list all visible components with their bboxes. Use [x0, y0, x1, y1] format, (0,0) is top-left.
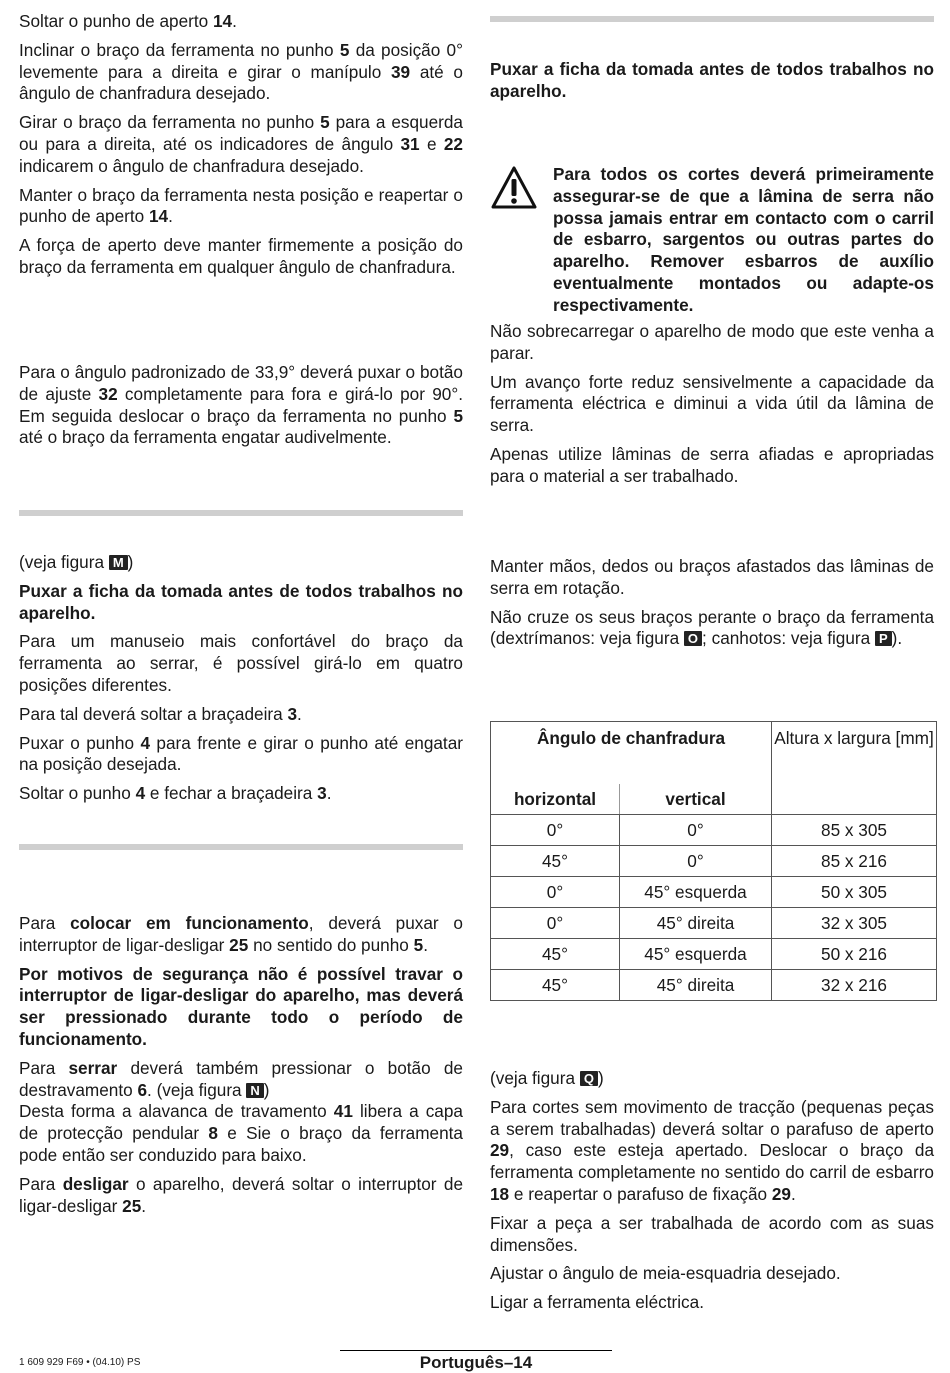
section-divider	[19, 510, 463, 516]
block-small-workpieces	[490, 1068, 934, 1314]
block-operation	[19, 913, 463, 1217]
figure-label-o: O	[684, 631, 702, 646]
table-cell: 45°	[491, 939, 620, 970]
table-row	[491, 846, 937, 877]
block-safety-plug	[490, 59, 934, 103]
figure-reference: (veja figura Q )	[490, 1068, 604, 1088]
table-cell: 45° direita	[620, 970, 772, 1001]
figure-label-n: N	[246, 1083, 263, 1098]
table-header-angle: Ângulo de chanfradura	[491, 722, 772, 785]
table-cell: 50 x 216	[772, 939, 937, 970]
figure-label-p: P	[875, 631, 892, 646]
paragraph: Inclinar o braço da ferramenta no punho 5 da posição 0° levemente para a direita e girar o manípulo 39 até o ângulo de chanfradura desejado.	[19, 39, 463, 104]
paragraph: Para tal deverá soltar a braçadeira 3.	[19, 703, 302, 724]
paragraph: Para um manuseio mais confortável do braço da ferramenta ao serrar, é possível girá-lo em quatro posições diferentes.	[19, 631, 463, 695]
table-cell: 45° direita	[620, 908, 772, 939]
safety-note: Puxar a ficha da tomada antes de todos trabalhos no aparelho.	[490, 59, 934, 101]
table-cell: 0°	[620, 815, 772, 846]
table-cell: 45°	[491, 970, 620, 1001]
table-cell: 50 x 305	[772, 877, 937, 908]
table-cell: 32 x 305	[772, 908, 937, 939]
paragraph: Não sobrecarregar o aparelho de modo que este venha a parar.	[490, 321, 934, 363]
footer-doc-code: 1 609 929 F69 • (04.10) PS	[19, 1357, 141, 1368]
cutting-capacity-table	[490, 721, 937, 1001]
figure-label-q: Q	[580, 1071, 598, 1086]
paragraph: Para colocar em funcionamento, deverá puxar o interruptor de ligar-desligar 25 no sentido do punho 5.	[19, 913, 463, 955]
paragraph: Manter mãos, dedos ou braços afastados das lâminas de serra em rotação.	[490, 556, 934, 598]
paragraph: Soltar o punho de aperto 14.	[19, 11, 237, 31]
paragraph: Ligar a ferramenta eléctrica.	[490, 1292, 704, 1313]
table-header-size: Altura x largura [mm]	[772, 722, 937, 815]
paragraph: Manter o braço da ferramenta nesta posição e reapertar o punho de aperto 14.	[19, 184, 463, 227]
paragraph: Fixar a peça a ser trabalhada de acordo com as suas dimensões.	[490, 1212, 934, 1255]
block-standard-angle	[19, 362, 463, 449]
paragraph: Apenas utilize lâminas de serra afiadas e apropriadas para o material a ser trabalhado.	[490, 443, 934, 486]
paragraph: Ajustar o ângulo de meia-esquadria desejado.	[490, 1263, 841, 1284]
safety-note: Puxar a ficha da tomada antes de todos trabalhos no aparelho.	[19, 580, 463, 623]
paragraph: Girar o braço da ferramenta no punho 5 para a esquerda ou para a direita, até os indicadores de ângulo 31 e 22 indicarem o ângulo de chanfradura desejado.	[19, 112, 463, 176]
figure-reference: (veja figura M )	[19, 552, 134, 572]
block-handle-rotation	[19, 552, 463, 805]
block-hand-safety	[490, 556, 934, 650]
table-row	[491, 908, 937, 939]
table-cell: 0°	[491, 877, 620, 908]
paragraph: A força de aperto deve manter firmemente a posição do braço da ferramenta em qualquer ângulo de chanfradura.	[19, 235, 463, 277]
table-cell: 85 x 216	[772, 846, 937, 877]
table-cell: 32 x 216	[772, 970, 937, 1001]
table-cell: 45° esquerda	[620, 939, 772, 970]
table-cell: 45° esquerda	[620, 877, 772, 908]
table-row	[491, 815, 937, 846]
paragraph: Para o ângulo padronizado de 33,9° deverá puxar o botão de ajuste 32 completamente para fora e girá-lo por 90°. Em seguida deslocar o braço da ferramenta no punho 5 até o braço da ferramenta engatar audivelmente.	[19, 362, 463, 448]
paragraph: Para serrar deverá também pressionar o botão de destravamento 6. (veja figura N )	[19, 1057, 463, 1100]
paragraph: Desta forma a alavanca de travamento 41 libera a capa de protecção pendular 8 e Sie o braço da ferramenta pode então ser conduzido para baixo.	[19, 1101, 463, 1165]
table-header-vertical: vertical	[620, 784, 772, 815]
section-divider	[490, 16, 934, 22]
table-cell: 85 x 305	[772, 815, 937, 846]
warning-triangle-icon	[490, 164, 538, 212]
table-header-horizontal: horizontal	[491, 784, 620, 815]
paragraph: Soltar o punho 4 e fechar a braçadeira 3.	[19, 783, 332, 804]
table-row	[491, 877, 937, 908]
table-cell: 0°	[620, 846, 772, 877]
warning-text: Para todos os cortes deverá primeiramente assegurar-se de que a lâmina de serra não possa jamais entrar em contacto com o carril de esbarro, sargentos ou outras partes do aparelho. Remover esbarros de auxílio eventualmente montados ou adapte-os respectivamente.	[553, 164, 934, 315]
paragraph: Para desligar o aparelho, deverá soltar o interruptor de ligar-desligar 25.	[19, 1173, 464, 1216]
table-row	[491, 970, 937, 1001]
table-header-row	[491, 722, 937, 785]
paragraph: Um avanço forte reduz sensivelmente a capacidade da ferramenta eléctrica e diminui a vida útil da lâmina de serra.	[490, 371, 934, 436]
footer-rule	[340, 1350, 612, 1351]
table-cell: 0°	[491, 908, 620, 939]
block-usage-notes	[490, 321, 934, 488]
warning-block	[490, 164, 934, 317]
safety-note: Por motivos de segurança não é possível travar o interruptor de ligar-desligar do aparelho, mas deverá ser pressionado durante todo o período de funcionamento.	[19, 963, 463, 1049]
block-bevel-adjust	[19, 11, 463, 279]
section-divider	[19, 844, 463, 850]
table-cell: 0°	[491, 815, 620, 846]
figure-label-m: M	[109, 555, 128, 570]
table-row	[491, 939, 937, 970]
paragraph: Puxar o punho 4 para frente e girar o punho até engatar na posição desejada.	[19, 732, 463, 775]
footer-page-number: Português–14	[419, 1353, 533, 1372]
paragraph: Não cruze os seus braços perante o braço da ferramenta (dextrímanos: veja figura O ; canhotos: veja figura P ).	[490, 606, 934, 649]
table-cell: 45°	[491, 846, 620, 877]
paragraph: Para cortes sem movimento de tracção (pequenas peças a serem trabalhadas) deverá soltar o parafuso de aperto 29, caso este esteja apertado. Deslocar o braço da ferramenta completamente no sentido do carril de esbarro 18 e reapertar o parafuso de fixação 29.	[490, 1096, 934, 1204]
